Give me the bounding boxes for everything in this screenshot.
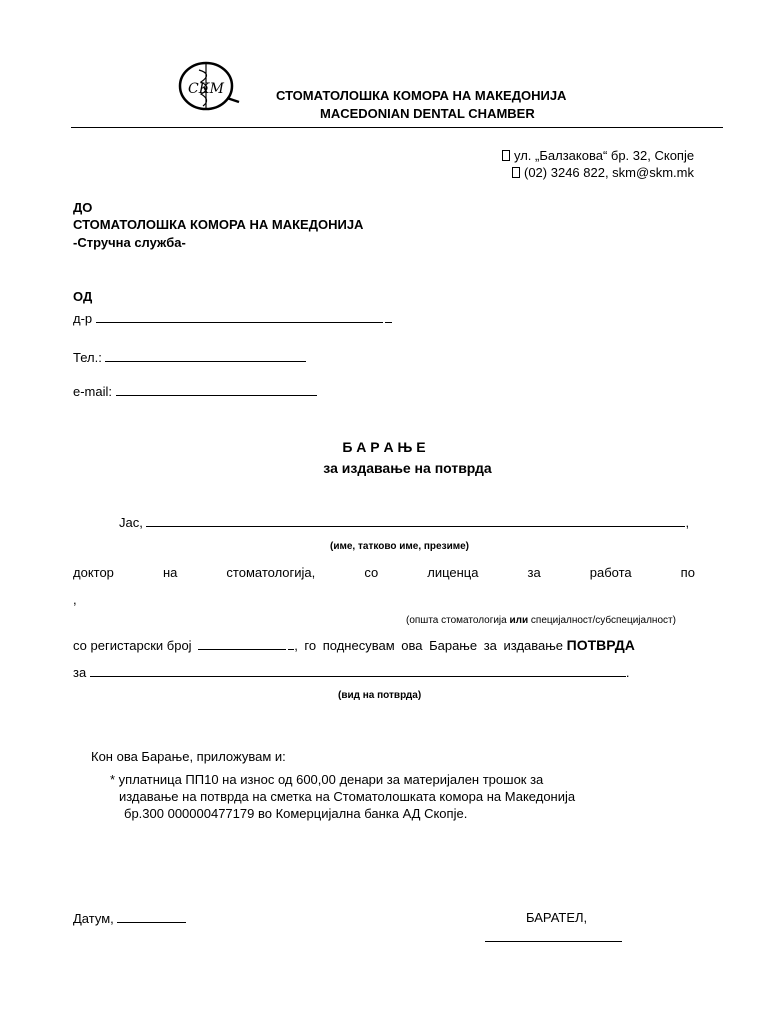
registry-number-line[interactable] [198, 637, 286, 650]
attach-line-1: * уплатница ПП10 на износ од 600,00 денари за материјален трошок за [110, 772, 544, 787]
full-name-line[interactable] [146, 514, 685, 527]
email-label: e-mail: [73, 384, 113, 399]
date-line[interactable] [117, 910, 186, 923]
to-org: СТОМАТОЛОШКА КОМОРА НА МАКЕДОНИЈА [73, 217, 364, 232]
dr-name-line[interactable] [96, 310, 383, 323]
contact-line [512, 165, 694, 180]
row-word: работа [589, 565, 632, 580]
row-word: лиценца [427, 565, 479, 580]
attach-intro: Кон ова Барање, приложувам и: [91, 749, 286, 764]
to-dept: -Стручна служба- [73, 235, 186, 250]
chamber-logo [177, 60, 243, 112]
i-label: Јас, [119, 515, 143, 530]
name-hint: (име, татково име, презиме) [330, 541, 470, 552]
from-label: ОД [73, 289, 93, 304]
row-word: стоматологија, [226, 565, 316, 580]
row-word: со [364, 565, 379, 580]
confirmation-type-line[interactable] [90, 664, 626, 677]
tel-label: Тел.: [73, 350, 102, 365]
date-label: Датум, [73, 911, 114, 926]
registry-row: со регистарски број , го поднесувам ова Барање за издавање ПОТВРДА [73, 637, 635, 653]
date-field[interactable] [73, 910, 186, 926]
contact-text: (02) 3246 822, skm@skm.mk [524, 165, 694, 180]
email-field[interactable] [73, 383, 317, 399]
confirmation-type-field[interactable]: за . [73, 665, 630, 680]
for-label: за [73, 665, 87, 680]
row-word: на [162, 565, 178, 580]
attach-line-3: бр.300 000000477179 во Комерцијална банка АД Скопје. [124, 806, 468, 821]
tel-field[interactable] [73, 349, 306, 365]
registry-label: со регистарски број [73, 638, 192, 653]
address-text: ул. „Балзакова“ бр. 32, Скопје [514, 148, 695, 163]
applicant-label: БАРАТЕЛ, [526, 910, 588, 925]
email-line[interactable] [116, 383, 317, 396]
org-title-en: MACEDONIAN DENTAL CHAMBER [320, 106, 535, 121]
tel-line[interactable] [105, 349, 306, 362]
dr-label: д-р [73, 311, 93, 326]
profession-row [73, 565, 695, 580]
logo-initials: СКМ [188, 81, 224, 97]
location-icon [502, 150, 510, 161]
confirmation-keyword: ПОТВРДА [566, 637, 635, 653]
name-field[interactable]: Јас, , [119, 515, 690, 530]
document-title: Б А Р А Њ Е [342, 439, 426, 455]
org-title-mk: СТОМАТОЛОШКА КОМОРА НА МАКЕДОНИЈА [276, 88, 567, 103]
phone-icon [512, 167, 520, 178]
attach-line-2: издавање на потврда на сметка на Стоматолошката комора на Македонија [119, 789, 576, 804]
address-line [502, 148, 694, 163]
specialty-hint: (општа стоматологија или специјалност/субспецијалност) [406, 615, 676, 626]
signature-line[interactable] [485, 941, 622, 942]
type-hint: (вид на потврда) [338, 690, 422, 701]
document-subtitle: за издавање на потврда [323, 460, 492, 476]
row-word: за [527, 565, 541, 580]
specialty-line[interactable]: , [73, 592, 77, 607]
dr-field[interactable] [73, 310, 392, 326]
row-word: доктор [73, 565, 114, 580]
header-divider [71, 127, 723, 128]
to-label: ДО [73, 200, 93, 215]
row-word: по [680, 565, 695, 580]
